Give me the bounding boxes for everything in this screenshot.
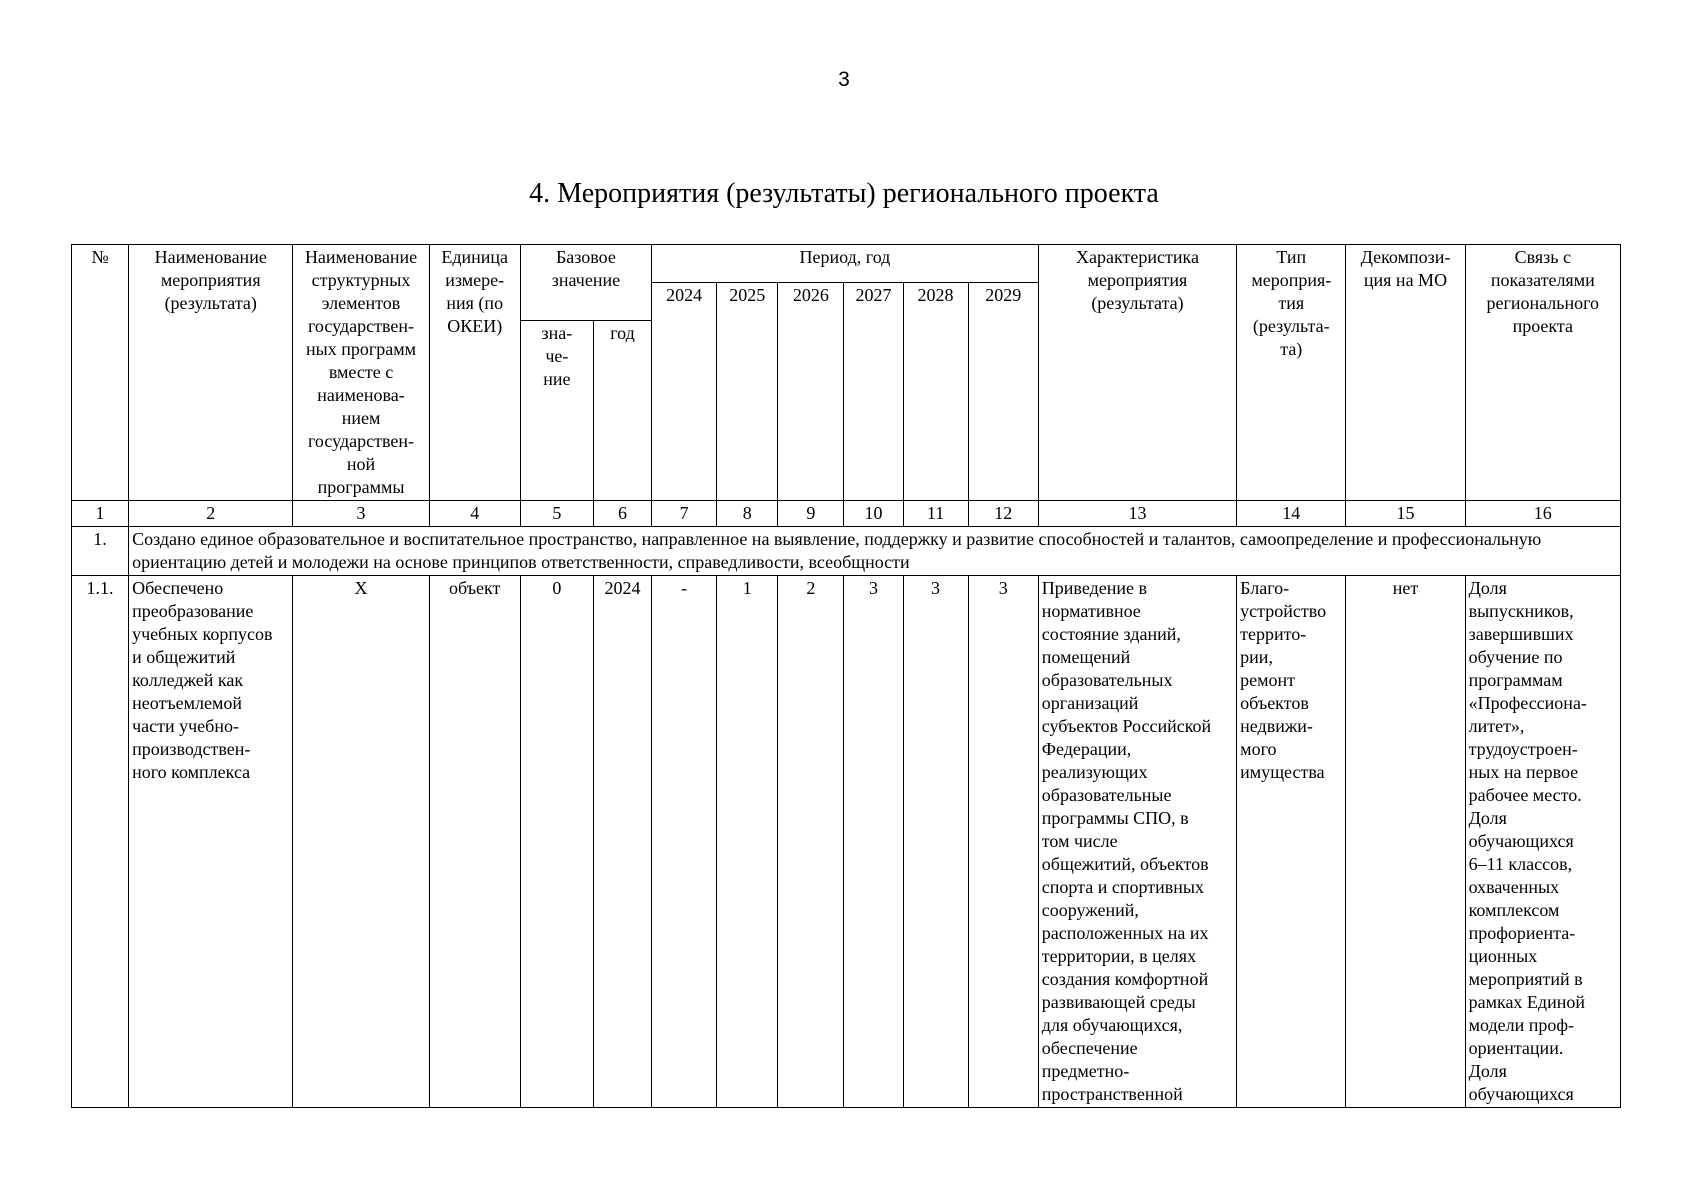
text-line: выпускников, bbox=[1468, 601, 1574, 621]
column-number: 5 bbox=[520, 501, 593, 527]
text-line: наименова- bbox=[317, 385, 405, 405]
text-line: нормативное bbox=[1041, 601, 1141, 621]
text-line: территории, в целях bbox=[1041, 946, 1197, 966]
measures-table bbox=[71, 244, 1621, 1108]
header-base-value-value bbox=[520, 321, 593, 501]
column-number: 11 bbox=[903, 501, 968, 527]
text-line: Наименование bbox=[154, 247, 267, 267]
row-type bbox=[1237, 576, 1346, 1108]
text-line: нием bbox=[341, 408, 381, 428]
column-number: 16 bbox=[1465, 501, 1620, 527]
text-line: ной bbox=[346, 454, 376, 474]
column-number: 15 bbox=[1346, 501, 1465, 527]
row-structural: X bbox=[293, 576, 429, 1108]
text-line: производствен- bbox=[132, 739, 251, 759]
header-decomposition bbox=[1346, 245, 1465, 501]
text-line: (результа- bbox=[1252, 316, 1330, 336]
text-line: зна- bbox=[541, 323, 573, 343]
text-line: спорта и спортивных bbox=[1041, 877, 1204, 897]
row-characteristic bbox=[1038, 576, 1236, 1108]
header-characteristic bbox=[1038, 245, 1236, 501]
text-line: имущества bbox=[1240, 762, 1325, 782]
header-base-value bbox=[520, 245, 651, 321]
text-line: структурных bbox=[311, 270, 411, 290]
header-link bbox=[1465, 245, 1620, 501]
text-line: государствен- bbox=[308, 431, 415, 451]
column-number: 2 bbox=[129, 501, 293, 527]
text-line: общежитий, объектов bbox=[1041, 854, 1209, 874]
text-line: (результата) bbox=[164, 293, 257, 313]
text-line: программы bbox=[317, 477, 405, 497]
text-line: реализующих bbox=[1041, 762, 1148, 782]
text-line: создания комфортной bbox=[1041, 969, 1209, 989]
text-line: для обучающихся, bbox=[1041, 1015, 1183, 1035]
row-num: 1.1. bbox=[72, 576, 129, 1108]
text-line: измере- bbox=[445, 270, 505, 290]
text-line: регионального bbox=[1486, 293, 1600, 313]
column-number: 7 bbox=[652, 501, 717, 527]
text-line: трудоустроен- bbox=[1468, 739, 1578, 759]
text-line: государствен- bbox=[308, 316, 415, 336]
text-line: устройство bbox=[1240, 601, 1327, 621]
text-line: Базовое bbox=[555, 247, 616, 267]
header-year-2024: 2024 bbox=[652, 283, 717, 501]
text-line: мого bbox=[1240, 739, 1277, 759]
page-number: 3 bbox=[838, 68, 850, 91]
column-number: 4 bbox=[429, 501, 520, 527]
text-line: Доля bbox=[1468, 808, 1507, 828]
text-line: мероприятий в bbox=[1468, 969, 1583, 989]
text-line: неотъемлемой bbox=[132, 693, 243, 713]
page-title: 4. Мероприятия (результаты) регионального проекта bbox=[529, 178, 1159, 209]
text-line: охваченных bbox=[1468, 877, 1560, 897]
text-line: Тип bbox=[1276, 247, 1307, 267]
header-year-2029: 2029 bbox=[968, 283, 1038, 501]
text-line: сооружений, bbox=[1041, 900, 1139, 920]
section-text: Создано единое образовательное и воспитательное пространство, направленное на выявление, поддержку и развитие способностей и талантов, самоопределение и профессиональную ориентацию детей и молодежи на основе принципов ответственности, справедливости, всеобщности bbox=[129, 527, 1621, 576]
column-number: 9 bbox=[778, 501, 844, 527]
text-line: комплексом bbox=[1468, 900, 1560, 920]
text-line: Единица bbox=[441, 247, 509, 267]
row-year-2025: 1 bbox=[717, 576, 778, 1108]
text-line: Связь с bbox=[1514, 247, 1571, 267]
column-number: 8 bbox=[717, 501, 778, 527]
text-line: колледжей как bbox=[132, 670, 244, 690]
row-unit: объект bbox=[429, 576, 520, 1108]
text-line: Декомпози- bbox=[1360, 247, 1451, 267]
text-line: вместе с bbox=[328, 362, 394, 382]
text-line: ориентации. bbox=[1468, 1038, 1564, 1058]
text-line: Доля bbox=[1468, 1061, 1507, 1081]
text-line: обучающихся bbox=[1468, 1084, 1574, 1104]
text-line: обучающихся bbox=[1468, 831, 1574, 851]
header-unit bbox=[429, 245, 520, 501]
table-row bbox=[72, 576, 1621, 1108]
row-year-2027: 3 bbox=[844, 576, 903, 1108]
text-line: мероприятия bbox=[1087, 270, 1188, 290]
text-line: образовательных bbox=[1041, 670, 1173, 690]
row-base-year: 2024 bbox=[593, 576, 651, 1108]
text-line: проекта bbox=[1512, 316, 1574, 336]
text-line: и общежитий bbox=[132, 647, 236, 667]
column-number: 6 bbox=[593, 501, 651, 527]
header-year-2028: 2028 bbox=[903, 283, 968, 501]
text-line: том числе bbox=[1041, 831, 1118, 851]
text-line: ОКЕИ) bbox=[447, 316, 503, 336]
text-line: Наименование bbox=[304, 247, 418, 267]
column-number: 14 bbox=[1237, 501, 1346, 527]
text-line: рии, bbox=[1240, 647, 1273, 667]
text-line: ция на МО bbox=[1363, 270, 1448, 290]
column-number: 3 bbox=[293, 501, 429, 527]
header-row-1 bbox=[72, 245, 1621, 283]
text-line: мероприятия bbox=[160, 270, 261, 290]
text-line: ных на первое bbox=[1468, 762, 1579, 782]
text-line: ремонт bbox=[1240, 670, 1296, 690]
text-line: образовательные bbox=[1041, 785, 1172, 805]
text-line: предметно- bbox=[1041, 1061, 1130, 1081]
text-line: показателями bbox=[1490, 270, 1595, 290]
text-line: состояние зданий, bbox=[1041, 624, 1181, 644]
header-num: № bbox=[72, 245, 129, 501]
header-base-value-year: год bbox=[593, 321, 651, 501]
text-line: «Профессиона- bbox=[1468, 693, 1587, 713]
text-line: та) bbox=[1280, 339, 1303, 359]
text-line: программы СПО, в bbox=[1041, 808, 1189, 828]
text-line: программам bbox=[1468, 670, 1563, 690]
column-number: 1 bbox=[72, 501, 129, 527]
text-line: Благо- bbox=[1240, 578, 1290, 598]
text-line: ного комплекса bbox=[132, 762, 251, 782]
text-line: рамках Единой bbox=[1468, 992, 1585, 1012]
text-line: литет», bbox=[1468, 716, 1525, 736]
row-year-2024: - bbox=[652, 576, 717, 1108]
text-line: недвижи- bbox=[1240, 716, 1313, 736]
text-line: помещений bbox=[1041, 647, 1131, 667]
text-line: развивающей среды bbox=[1041, 992, 1196, 1012]
text-line: ния (по bbox=[446, 293, 504, 313]
section-num: 1. bbox=[72, 527, 129, 576]
text-line: мероприя- bbox=[1251, 270, 1332, 290]
text-line: рабочее место. bbox=[1468, 785, 1582, 805]
row-decomposition: нет bbox=[1346, 576, 1465, 1108]
text-line: субъектов Российской bbox=[1041, 716, 1212, 736]
text-line: (результата) bbox=[1091, 293, 1184, 313]
column-number: 12 bbox=[968, 501, 1038, 527]
text-line: модели проф- bbox=[1468, 1015, 1575, 1035]
row-year-2026: 2 bbox=[778, 576, 844, 1108]
text-line: Приведение в bbox=[1041, 578, 1147, 598]
text-line: Характеристика bbox=[1076, 247, 1199, 267]
header-type bbox=[1237, 245, 1346, 501]
text-line: ние bbox=[543, 369, 571, 389]
text-line: Обеспечено bbox=[132, 578, 224, 598]
header-year-2026: 2026 bbox=[778, 283, 844, 501]
text-line: террито- bbox=[1240, 624, 1307, 644]
row-year-2029: 3 bbox=[968, 576, 1038, 1108]
text-line: пространственной bbox=[1041, 1084, 1183, 1104]
text-line: профориента- bbox=[1468, 923, 1576, 943]
text-line: преобразование bbox=[132, 601, 254, 621]
column-numbers-row bbox=[72, 501, 1621, 527]
row-name bbox=[129, 576, 293, 1108]
header-structural-elements bbox=[293, 245, 429, 501]
header-year-2025: 2025 bbox=[717, 283, 778, 501]
text-line: объектов bbox=[1240, 693, 1309, 713]
text-line: организаций bbox=[1041, 693, 1139, 713]
text-line: учебных корпусов bbox=[132, 624, 273, 644]
column-number: 13 bbox=[1038, 501, 1236, 527]
text-line: значение bbox=[551, 270, 621, 290]
text-line: че- bbox=[545, 346, 569, 366]
text-line: расположенных на их bbox=[1041, 923, 1209, 943]
text-line: ционных bbox=[1468, 946, 1538, 966]
text-line: завершивших bbox=[1468, 624, 1574, 644]
text-line: ных программ bbox=[306, 339, 417, 359]
row-link bbox=[1465, 576, 1620, 1108]
header-period: Период, год bbox=[652, 245, 1039, 283]
text-line: 6–11 классов, bbox=[1468, 854, 1573, 874]
text-line: Доля bbox=[1468, 578, 1507, 598]
text-line: Федерации, bbox=[1041, 739, 1132, 759]
column-number: 10 bbox=[844, 501, 903, 527]
text-line: тия bbox=[1278, 293, 1305, 313]
header-year-2027: 2027 bbox=[844, 283, 903, 501]
row-base-value: 0 bbox=[520, 576, 593, 1108]
section-row bbox=[72, 527, 1621, 576]
text-line: части учебно- bbox=[132, 716, 239, 736]
header-name bbox=[129, 245, 293, 501]
text-line: обучение по bbox=[1468, 647, 1563, 667]
row-year-2028: 3 bbox=[903, 576, 968, 1108]
text-line: элементов bbox=[321, 293, 401, 313]
text-line: обеспечение bbox=[1041, 1038, 1138, 1058]
